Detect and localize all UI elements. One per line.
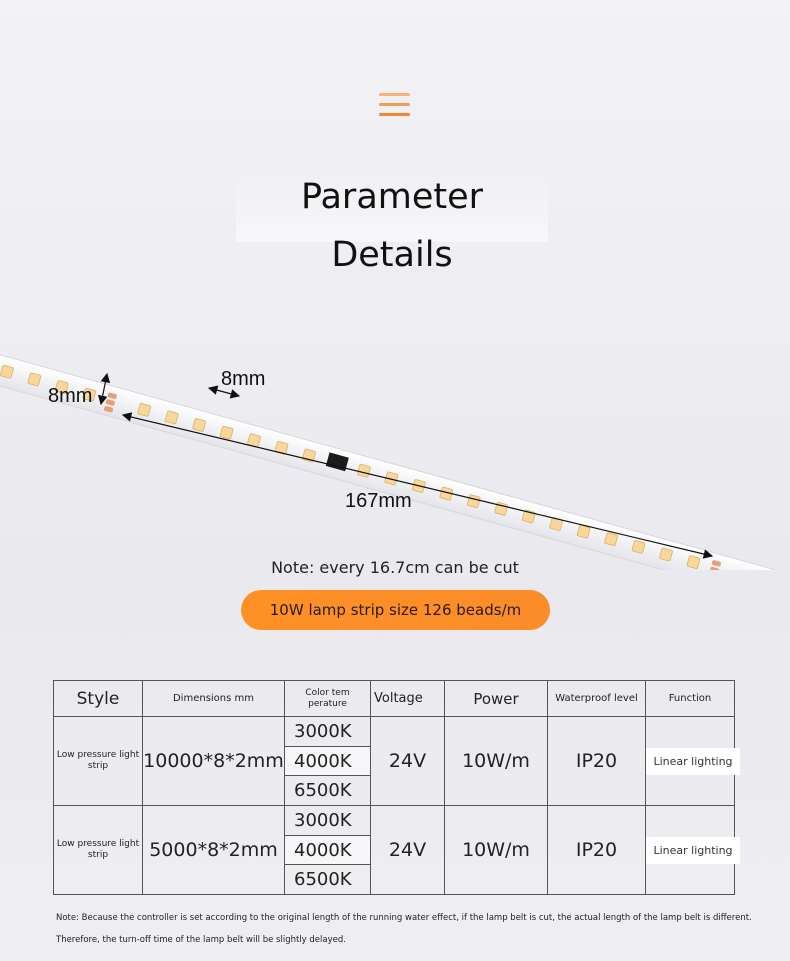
width-label: 8mm bbox=[48, 385, 93, 407]
header-dimensions: Dimensions mm bbox=[143, 681, 285, 717]
led-strip-diagram bbox=[0, 330, 790, 570]
cell-dimensions: 5000*8*2mm bbox=[143, 806, 285, 895]
cell-power: 10W/m bbox=[445, 806, 548, 895]
menu-bar bbox=[379, 93, 410, 96]
color-temp-item: 6500K bbox=[294, 869, 352, 891]
color-temp-item: 4000K bbox=[285, 836, 370, 866]
cell-dimensions: 10000*8*2mm bbox=[143, 717, 285, 806]
cell-style: Low pressure light strip bbox=[54, 806, 143, 895]
cut-note: Note: every 16.7cm can be cut bbox=[271, 558, 519, 577]
header-voltage: Voltage bbox=[371, 681, 445, 717]
led-bead bbox=[467, 494, 481, 508]
cell-color-temps bbox=[285, 806, 371, 895]
cell-power: 10W/m bbox=[445, 717, 548, 806]
hamburger-menu-icon[interactable] bbox=[379, 93, 410, 117]
page-title: Parameter Details bbox=[236, 168, 548, 242]
led-bead bbox=[220, 426, 234, 440]
cell-style: Low pressure light strip bbox=[54, 717, 143, 806]
strip-size-badge: 10W lamp strip size 126 beads/m bbox=[241, 590, 550, 630]
strip-body bbox=[0, 350, 790, 570]
led-bead bbox=[357, 464, 371, 478]
cell-waterproof: IP20 bbox=[548, 717, 646, 806]
header-waterproof: Waterproof level bbox=[548, 681, 646, 717]
color-temp-item: 3000K bbox=[285, 717, 370, 747]
led-bead bbox=[192, 418, 206, 432]
header-function: Function bbox=[646, 681, 735, 717]
cell-color-temps bbox=[285, 717, 371, 806]
menu-bar bbox=[379, 103, 410, 106]
color-temp-item: 4000K bbox=[285, 747, 370, 777]
cell-waterproof: IP20 bbox=[548, 806, 646, 895]
led-bead bbox=[632, 540, 646, 554]
color-temp-item: 3000K bbox=[285, 806, 370, 836]
spec-table bbox=[53, 680, 735, 895]
color-temp-item: 6500K bbox=[294, 780, 352, 802]
cell-function: Linear lighting bbox=[646, 717, 735, 806]
led-bead bbox=[0, 365, 14, 379]
header-power: Power bbox=[445, 681, 548, 717]
cell-function: Linear lighting bbox=[646, 806, 735, 895]
led-bead bbox=[165, 411, 179, 425]
length-label: 167mm bbox=[345, 490, 412, 512]
table-row bbox=[54, 806, 735, 895]
led-bead bbox=[604, 533, 618, 547]
led-strip-image bbox=[0, 330, 790, 570]
cell-voltage: 24V bbox=[371, 717, 445, 806]
led-bead bbox=[137, 403, 151, 417]
length-dimension-arrow bbox=[123, 415, 712, 556]
table-row bbox=[54, 717, 735, 806]
header-style: Style bbox=[54, 681, 143, 717]
header-color-temp: Color tem perature bbox=[285, 681, 371, 717]
cell-voltage: 24V bbox=[371, 806, 445, 895]
led-bead bbox=[28, 373, 42, 387]
footnote-line-1: Note: Because the controller is set according to the original length of the running water effect, if the lamp belt is cut, the actual length of the lamp belt is different. bbox=[56, 913, 752, 923]
footnote-line-2: Therefore, the turn-off time of the lamp belt will be slightly delayed. bbox=[56, 935, 346, 945]
gap-label: 8mm bbox=[221, 368, 266, 390]
menu-bar bbox=[379, 113, 410, 116]
